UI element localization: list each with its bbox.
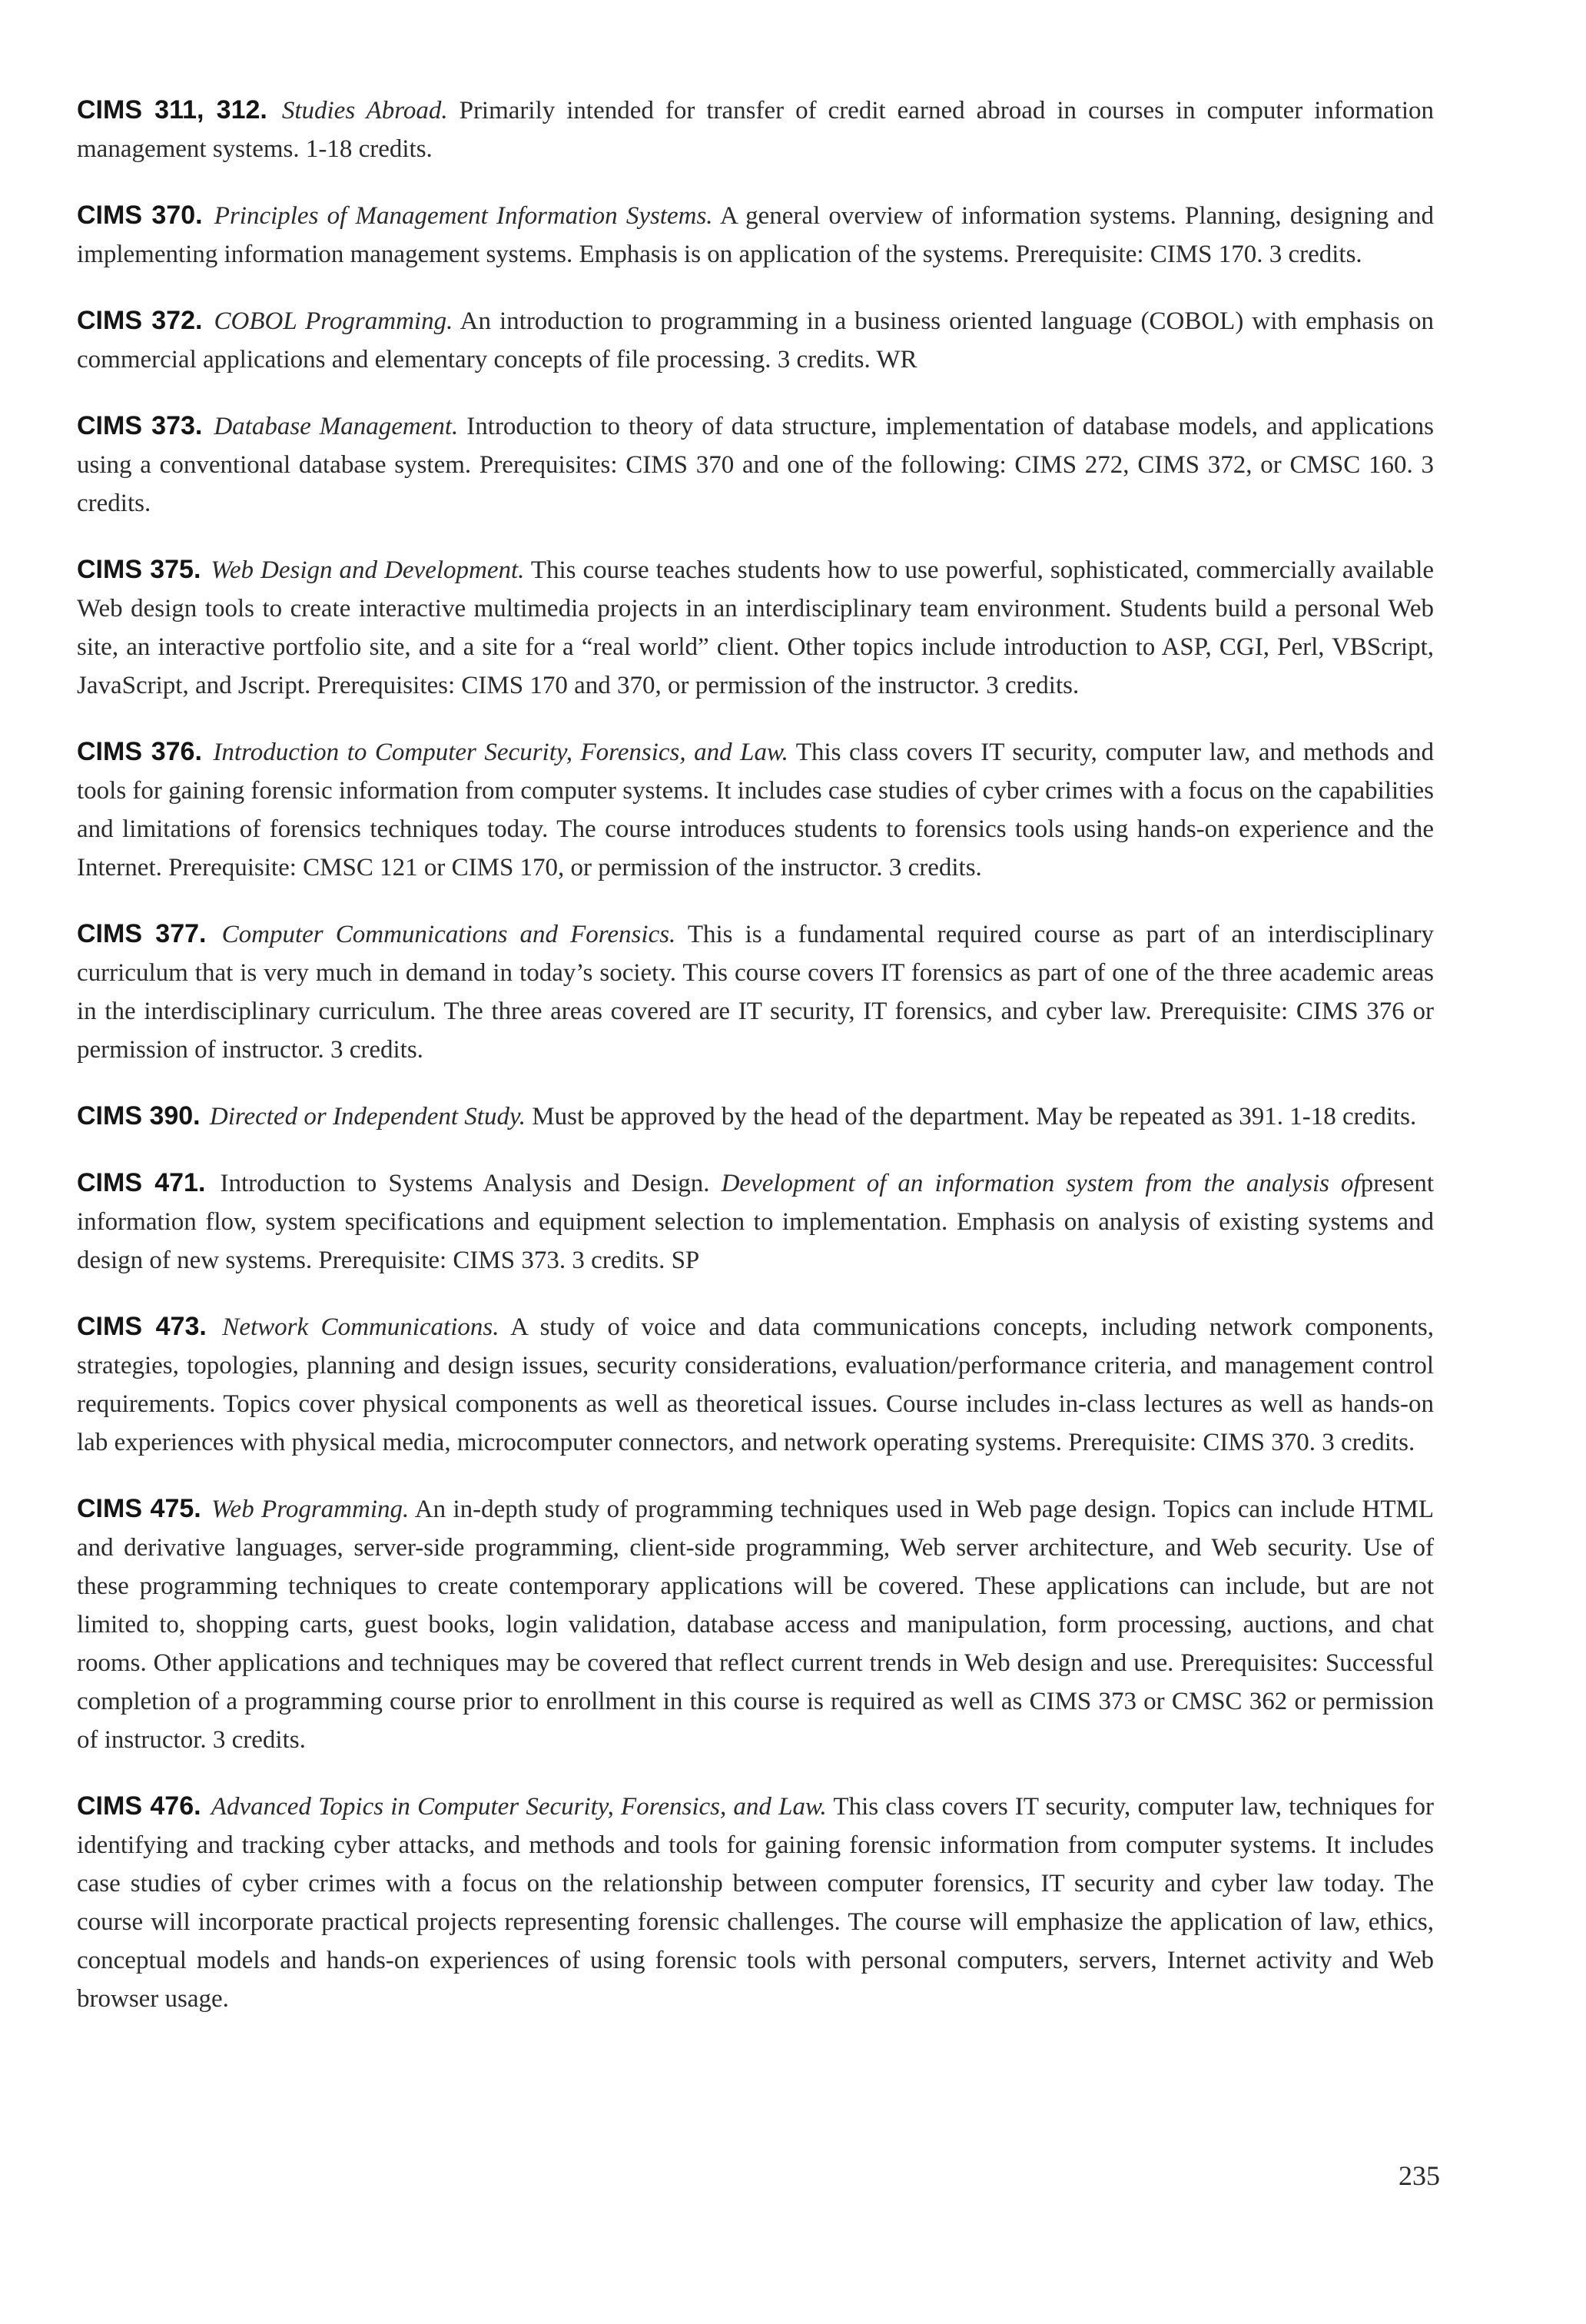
- course-entry-cims-311-312: [77, 91, 1434, 168]
- course-entry-cims-375: [77, 550, 1434, 705]
- course-code: CIMS 476.: [77, 1791, 201, 1821]
- course-entry-cims-471: [77, 1164, 1434, 1280]
- course-title: Network Communications.: [222, 1313, 499, 1341]
- course-title: Database Management.: [214, 413, 459, 440]
- course-title: Web Design and Development.: [211, 556, 525, 584]
- course-title: Principles of Management Information Systems.: [214, 202, 713, 230]
- course-description: Must be approved by the head of the department. May be repeated as 391. 1-18 credits.: [532, 1103, 1417, 1130]
- course-entry-cims-475: [77, 1489, 1434, 1759]
- course-code: CIMS 375.: [77, 555, 201, 584]
- course-description: Introduction to theory of data structure, implementation of database models, and applications using a conventional database system. Prerequisites: CIMS 370 and one of the following: CIMS 272, CIMS 372, or CMSC 160. 3 credits.: [77, 413, 1435, 517]
- course-description: A study of voice and data communications concepts, including network components, strategies, topologies, planning and design issues, security considerations, evaluation/performance criteria, and management control requirements. Topics cover physical components as well as theoretical issues. Course includes in-class lectures as well as hands-on lab experiences with physical media, microcomputer connectors, and network operating systems. Prerequisite: CIMS 370. 3 credits.: [77, 1313, 1435, 1456]
- course-title: Development of an information system from the analysis of: [721, 1170, 1361, 1197]
- course-entry-cims-373: [77, 407, 1434, 523]
- course-name: Introduction to Systems Analysis and Design.: [220, 1170, 710, 1197]
- course-code: CIMS 377.: [77, 919, 207, 948]
- course-description: This is a fundamental required course as part of an interdisciplinary curriculum that is very much in demand in today’s society. This course covers IT forensics as part of one of the three academic areas in the interdisciplinary curriculum. The three areas covered are IT security, IT forensics, and cyber law. Prerequisite: CIMS 376 or permission of instructor. 3 credits.: [77, 921, 1435, 1064]
- page-number: 235: [1399, 2160, 1440, 2191]
- course-entry-cims-377: [77, 915, 1434, 1069]
- course-code: CIMS 311, 312.: [77, 95, 267, 124]
- course-code: CIMS 373.: [77, 411, 203, 440]
- course-title: COBOL Programming.: [214, 307, 453, 335]
- course-entry-cims-476: [77, 1787, 1434, 2018]
- course-code: CIMS 370.: [77, 201, 203, 230]
- course-code: CIMS 372.: [77, 306, 203, 335]
- course-description: An in-depth study of programming techniques used in Web page design. Topics can include HTML and derivative languages, server-side programming, client-side programming, Web server architecture, and Web security. Use of these programming techniques to create contemporary applications will be covered. These applications can include, but are not limited to, shopping carts, guest books, login validation, database access and manipulation, form processing, auctions, and chat rooms. Other applications and techniques may be covered that reflect current trends in Web design and use. Prerequisites: Successful completion of a programming course prior to enrollment in this course is required as well as CIMS 373 or CMSC 362 or permission of instructor. 3 credits.: [77, 1496, 1435, 1754]
- course-entry-cims-376: [77, 732, 1434, 887]
- course-title: Directed or Independent Study.: [209, 1103, 526, 1130]
- course-description: present information flow, system specifications and equipment selection to implementation. Emphasis on analysis of existing systems and design of new systems. Prerequisite: CIMS 373. 3 credits. SP: [77, 1170, 1435, 1274]
- course-description: This class covers IT security, computer law, and methods and tools for gaining forensic information from computer systems. It includes case studies of cyber crimes with a focus on the capabilities and limitations of forensics techniques today. The course introduces students to forensics tools using hands-on experience and the Internet. Prerequisite: CMSC 121 or CIMS 170, or permission of the instructor. 3 credits.: [77, 739, 1435, 881]
- course-description: Primarily intended for transfer of credit earned abroad in courses in computer information management systems. 1-18 credits.: [77, 97, 1435, 163]
- course-title: Computer Communications and Forensics.: [221, 921, 676, 948]
- course-code: CIMS 475.: [77, 1494, 201, 1523]
- course-code: CIMS 376.: [77, 737, 202, 766]
- course-catalog-page: [77, 91, 1434, 2046]
- course-title: Web Programming.: [211, 1496, 410, 1523]
- course-entry-cims-372: [77, 301, 1434, 379]
- course-code: CIMS 390.: [77, 1101, 201, 1130]
- course-description: This course teaches students how to use powerful, sophisticated, commercially available Web design tools to create interactive multimedia projects in an interdisciplinary team environment. Students build a personal Web site, an interactive portfolio site, and a site for a “real world” client. Other topics include introduction to ASP, CGI, Perl, VBScript, JavaScript, and Jscript. Prerequisites: CIMS 170 and 370, or permission of the instructor. 3 credits.: [77, 556, 1435, 699]
- course-code: CIMS 471.: [77, 1168, 206, 1197]
- course-title: Advanced Topics in Computer Security, Forensics, and Law.: [211, 1793, 827, 1821]
- course-title: Studies Abroad.: [281, 97, 448, 124]
- course-code: CIMS 473.: [77, 1312, 207, 1341]
- course-title: Introduction to Computer Security, Forensics, and Law.: [213, 739, 788, 766]
- course-entry-cims-473: [77, 1307, 1434, 1462]
- course-description: A general overview of information systems. Planning, designing and implementing information management systems. Emphasis is on application of the systems. Prerequisite: CIMS 170. 3 credits.: [77, 202, 1434, 268]
- course-description: An introduction to programming in a business oriented language (COBOL) with emphasis on commercial applications and elementary concepts of file processing. 3 credits. WR: [77, 307, 1434, 374]
- course-description: This class covers IT security, computer law, techniques for identifying and tracking cyber attacks, and methods and tools for gaining forensic information from computer systems. It includes case studies of cyber crimes with a focus on the relationship between computer forensics, IT security and cyber law today. The course will incorporate practical projects representing forensic challenges. The course will emphasize the application of law, ethics, conceptual models and hands-on experiences of using forensic tools with personal computers, servers, Internet activity and Web browser usage.: [77, 1793, 1435, 2013]
- course-entry-cims-370: [77, 196, 1434, 274]
- course-entry-cims-390: [77, 1097, 1434, 1136]
